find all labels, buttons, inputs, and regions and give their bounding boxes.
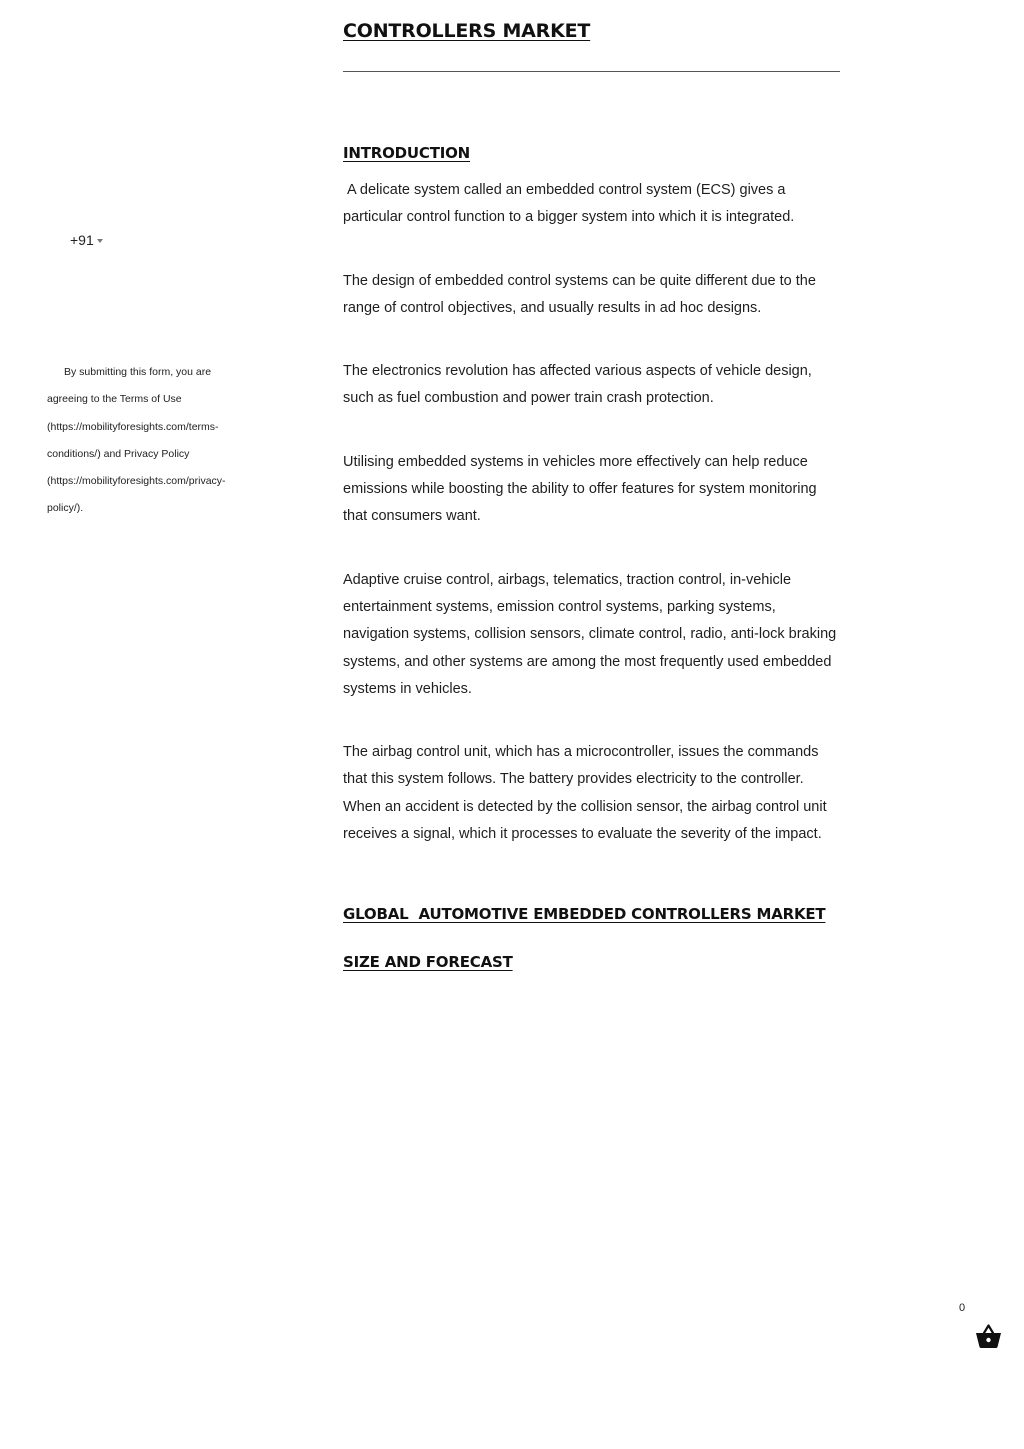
- global-market-heading: GLOBAL AUTOMOTIVE EMBEDDED CONTROLLERS MARKET: [343, 905, 826, 923]
- paragraph: The electronics revolution has affected various aspects of vehicle design, such as fuel combustion and power train crash protection.: [343, 363, 816, 407]
- paragraph: The airbag control unit, which has a microcontroller, issues the commands that this system follows. The battery provides electricity to the controller. When an accident is detected by the collision sensor, the airbag control unit receives a signal, which it processes to evaluate the severity of the impact.: [343, 744, 831, 843]
- cart-count-badge: 0: [959, 1302, 966, 1314]
- paragraph: A delicate system called an embedded control system (ECS) gives a particular control function to a bigger system into which it is integrated.: [343, 182, 795, 226]
- article-body: [343, 177, 843, 884]
- paragraph: Utilising embedded systems in vehicles more effectively can help reduce emissions while boosting the ability to offer features for system monitoring that consumers want.: [343, 453, 821, 525]
- phone-country-select[interactable]: [70, 232, 103, 248]
- title-divider: [343, 71, 840, 72]
- chevron-down-icon: [97, 239, 103, 243]
- paragraph: The design of embedded control systems can be quite different due to the range of control objectives, and usually results in ad hoc designs.: [343, 272, 820, 316]
- consent-text: By submitting this form, you are agreeing to the Terms of Use (https://mobilityforesights.com/terms-conditions/) and Privacy Policy (https://mobilityforesights.com/privacy-policy/).: [47, 366, 226, 515]
- basket-icon[interactable]: [975, 1323, 1002, 1349]
- paragraph: Adaptive cruise control, airbags, telematics, traction control, in-vehicle entertainment systems, emission control systems, parking systems, navigation systems, collision sensors, climate control, radio, anti-lock braking systems, and other systems are among the most frequently used embedded systems in vehicles.: [343, 571, 841, 697]
- size-forecast-heading: SIZE AND FORECAST: [343, 953, 513, 971]
- phone-country-code: +91: [70, 232, 94, 248]
- introduction-heading: INTRODUCTION: [343, 144, 471, 162]
- page-title: CONTROLLERS MARKET: [343, 20, 591, 42]
